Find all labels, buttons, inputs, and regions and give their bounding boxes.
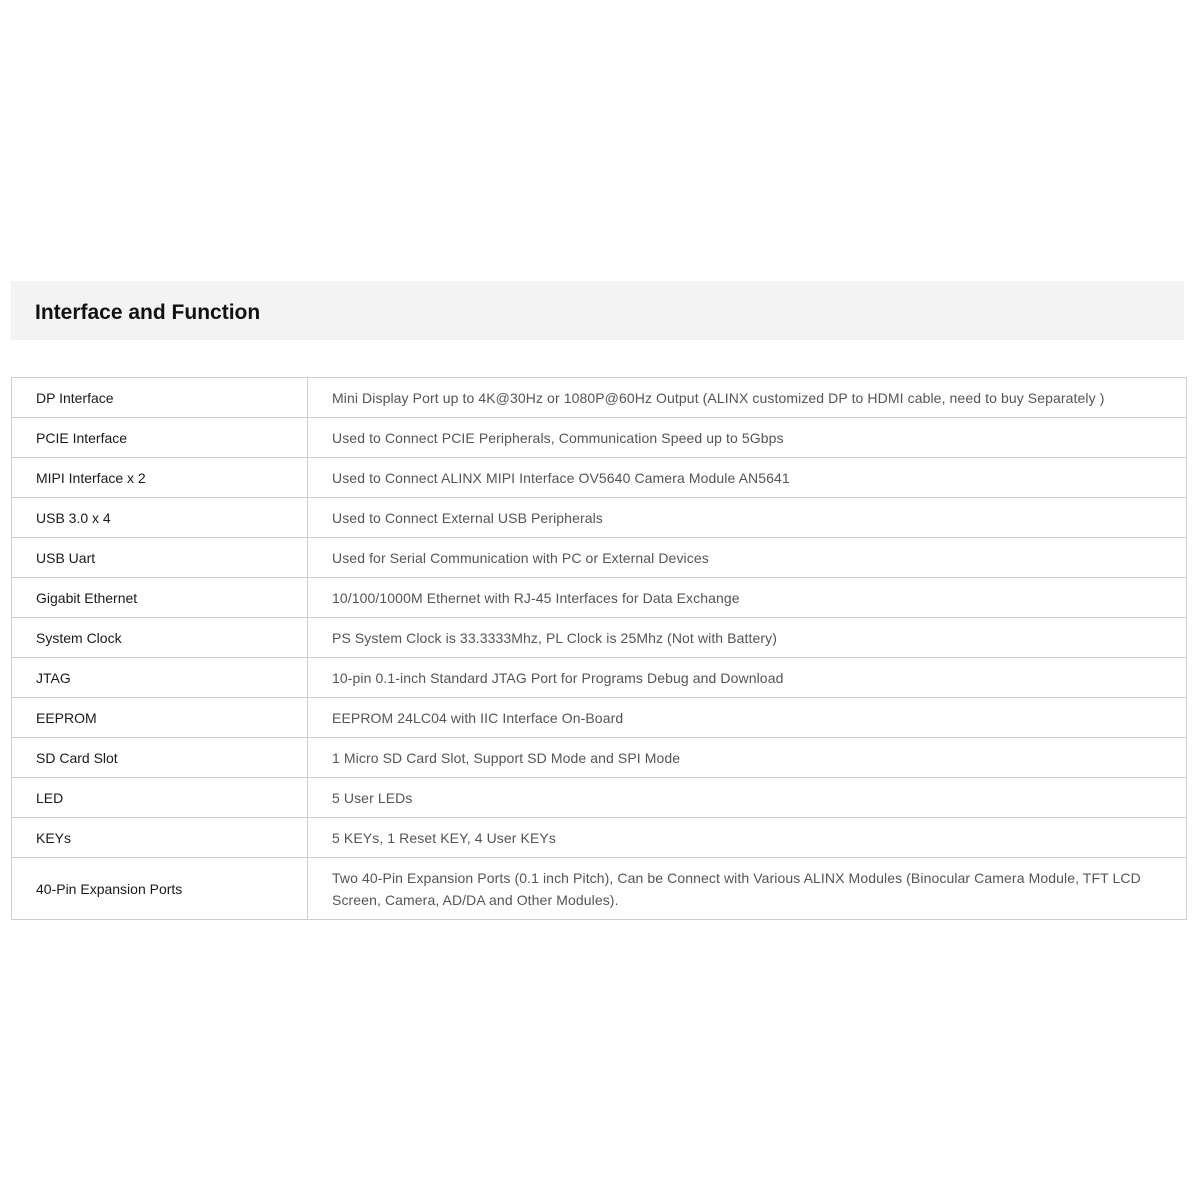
spec-value: Mini Display Port up to 4K@30Hz or 1080P@60Hz Output (ALINX customized DP to HDMI cable, need to buy Separately ) bbox=[308, 378, 1187, 418]
spec-label: 40-Pin Expansion Ports bbox=[12, 858, 308, 920]
table-row bbox=[12, 698, 1187, 738]
table-row bbox=[12, 578, 1187, 618]
spec-label: Gigabit Ethernet bbox=[12, 578, 308, 618]
table-row bbox=[12, 618, 1187, 658]
table-row bbox=[12, 858, 1187, 920]
table-row bbox=[12, 738, 1187, 778]
spec-value: Used to Connect PCIE Peripherals, Communication Speed up to 5Gbps bbox=[308, 418, 1187, 458]
table-row bbox=[12, 418, 1187, 458]
spec-value: 5 User LEDs bbox=[308, 778, 1187, 818]
spec-label: SD Card Slot bbox=[12, 738, 308, 778]
spec-value: 10-pin 0.1-inch Standard JTAG Port for Programs Debug and Download bbox=[308, 658, 1187, 698]
spec-label: PCIE Interface bbox=[12, 418, 308, 458]
spec-value: Used for Serial Communication with PC or External Devices bbox=[308, 538, 1187, 578]
spec-value: Used to Connect ALINX MIPI Interface OV5640 Camera Module AN5641 bbox=[308, 458, 1187, 498]
spec-label: MIPI Interface x 2 bbox=[12, 458, 308, 498]
spec-label: USB Uart bbox=[12, 538, 308, 578]
spec-label: LED bbox=[12, 778, 308, 818]
table-row bbox=[12, 538, 1187, 578]
spec-table bbox=[11, 377, 1187, 920]
table-row bbox=[12, 458, 1187, 498]
spec-value: 10/100/1000M Ethernet with RJ-45 Interfaces for Data Exchange bbox=[308, 578, 1187, 618]
spec-label: JTAG bbox=[12, 658, 308, 698]
spec-label: DP Interface bbox=[12, 378, 308, 418]
table-row bbox=[12, 778, 1187, 818]
spec-value: Two 40-Pin Expansion Ports (0.1 inch Pitch), Can be Connect with Various ALINX Modules (Binocular Camera Module, TFT LCD Screen, Camera, AD/DA and Other Modules). bbox=[308, 858, 1187, 920]
spec-value: EEPROM 24LC04 with IIC Interface On-Board bbox=[308, 698, 1187, 738]
spec-value: PS System Clock is 33.3333Mhz, PL Clock is 25Mhz (Not with Battery) bbox=[308, 618, 1187, 658]
table-row bbox=[12, 818, 1187, 858]
spec-label: KEYs bbox=[12, 818, 308, 858]
spec-value: 1 Micro SD Card Slot, Support SD Mode and SPI Mode bbox=[308, 738, 1187, 778]
spec-label: System Clock bbox=[12, 618, 308, 658]
table-row bbox=[12, 378, 1187, 418]
spec-label: USB 3.0 x 4 bbox=[12, 498, 308, 538]
table-row bbox=[12, 498, 1187, 538]
spec-value: 5 KEYs, 1 Reset KEY, 4 User KEYs bbox=[308, 818, 1187, 858]
section-header bbox=[11, 281, 1184, 340]
table-row bbox=[12, 658, 1187, 698]
spec-label: EEPROM bbox=[12, 698, 308, 738]
section-title: Interface and Function bbox=[35, 301, 261, 324]
spec-value: Used to Connect External USB Peripherals bbox=[308, 498, 1187, 538]
